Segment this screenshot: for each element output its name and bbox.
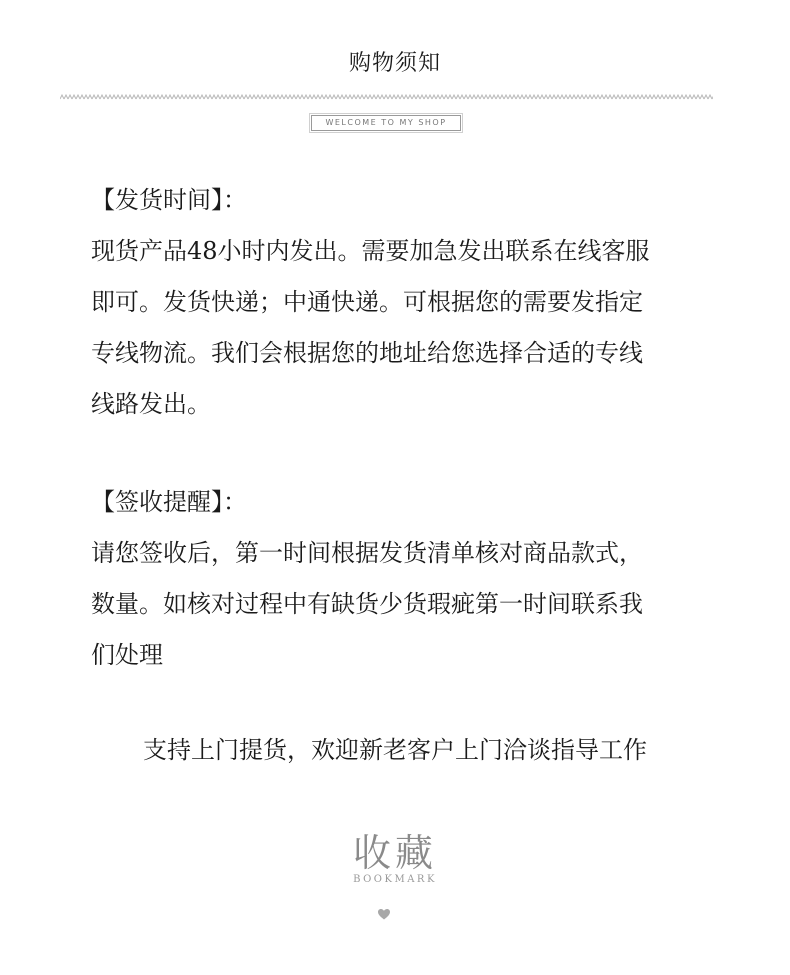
page-title: 购物须知 xyxy=(348,51,441,76)
receipt-line: 数量。如核对过程中有缺货少货瑕疵第一时间联系我 xyxy=(91,590,643,618)
heart-icon[interactable] xyxy=(377,907,391,921)
zigzag-divider xyxy=(60,93,713,101)
pickup-note: 支持上门提货，欢迎新老客户上门洽谈指导工作 xyxy=(143,736,647,764)
bookmark-button[interactable]: 收藏 xyxy=(352,831,437,875)
shipping-heading: 【发货时间】： xyxy=(91,186,247,214)
shipping-line: 专线物流。我们会根据您的地址给您选择合适的专线 xyxy=(91,339,643,367)
receipt-line: 请您签收后，第一时间根据发货清单核对商品款式， xyxy=(91,539,643,567)
shipping-line: 即可。发货快递；中通快递。可根据您的需要发指定 xyxy=(91,288,643,316)
bookmark-subtitle[interactable]: BOOKMARK xyxy=(353,874,437,885)
welcome-tag: WELCOME TO MY SHOP xyxy=(311,115,461,131)
receipt-heading: 【签收提醒】： xyxy=(91,488,247,516)
shipping-line: 现货产品48小时内发出。需要加急发出联系在线客服 xyxy=(91,237,650,265)
receipt-line: 们处理 xyxy=(91,641,163,669)
shipping-line: 线路发出。 xyxy=(91,390,211,418)
shipping-section xyxy=(91,175,701,430)
receipt-section xyxy=(91,477,701,681)
